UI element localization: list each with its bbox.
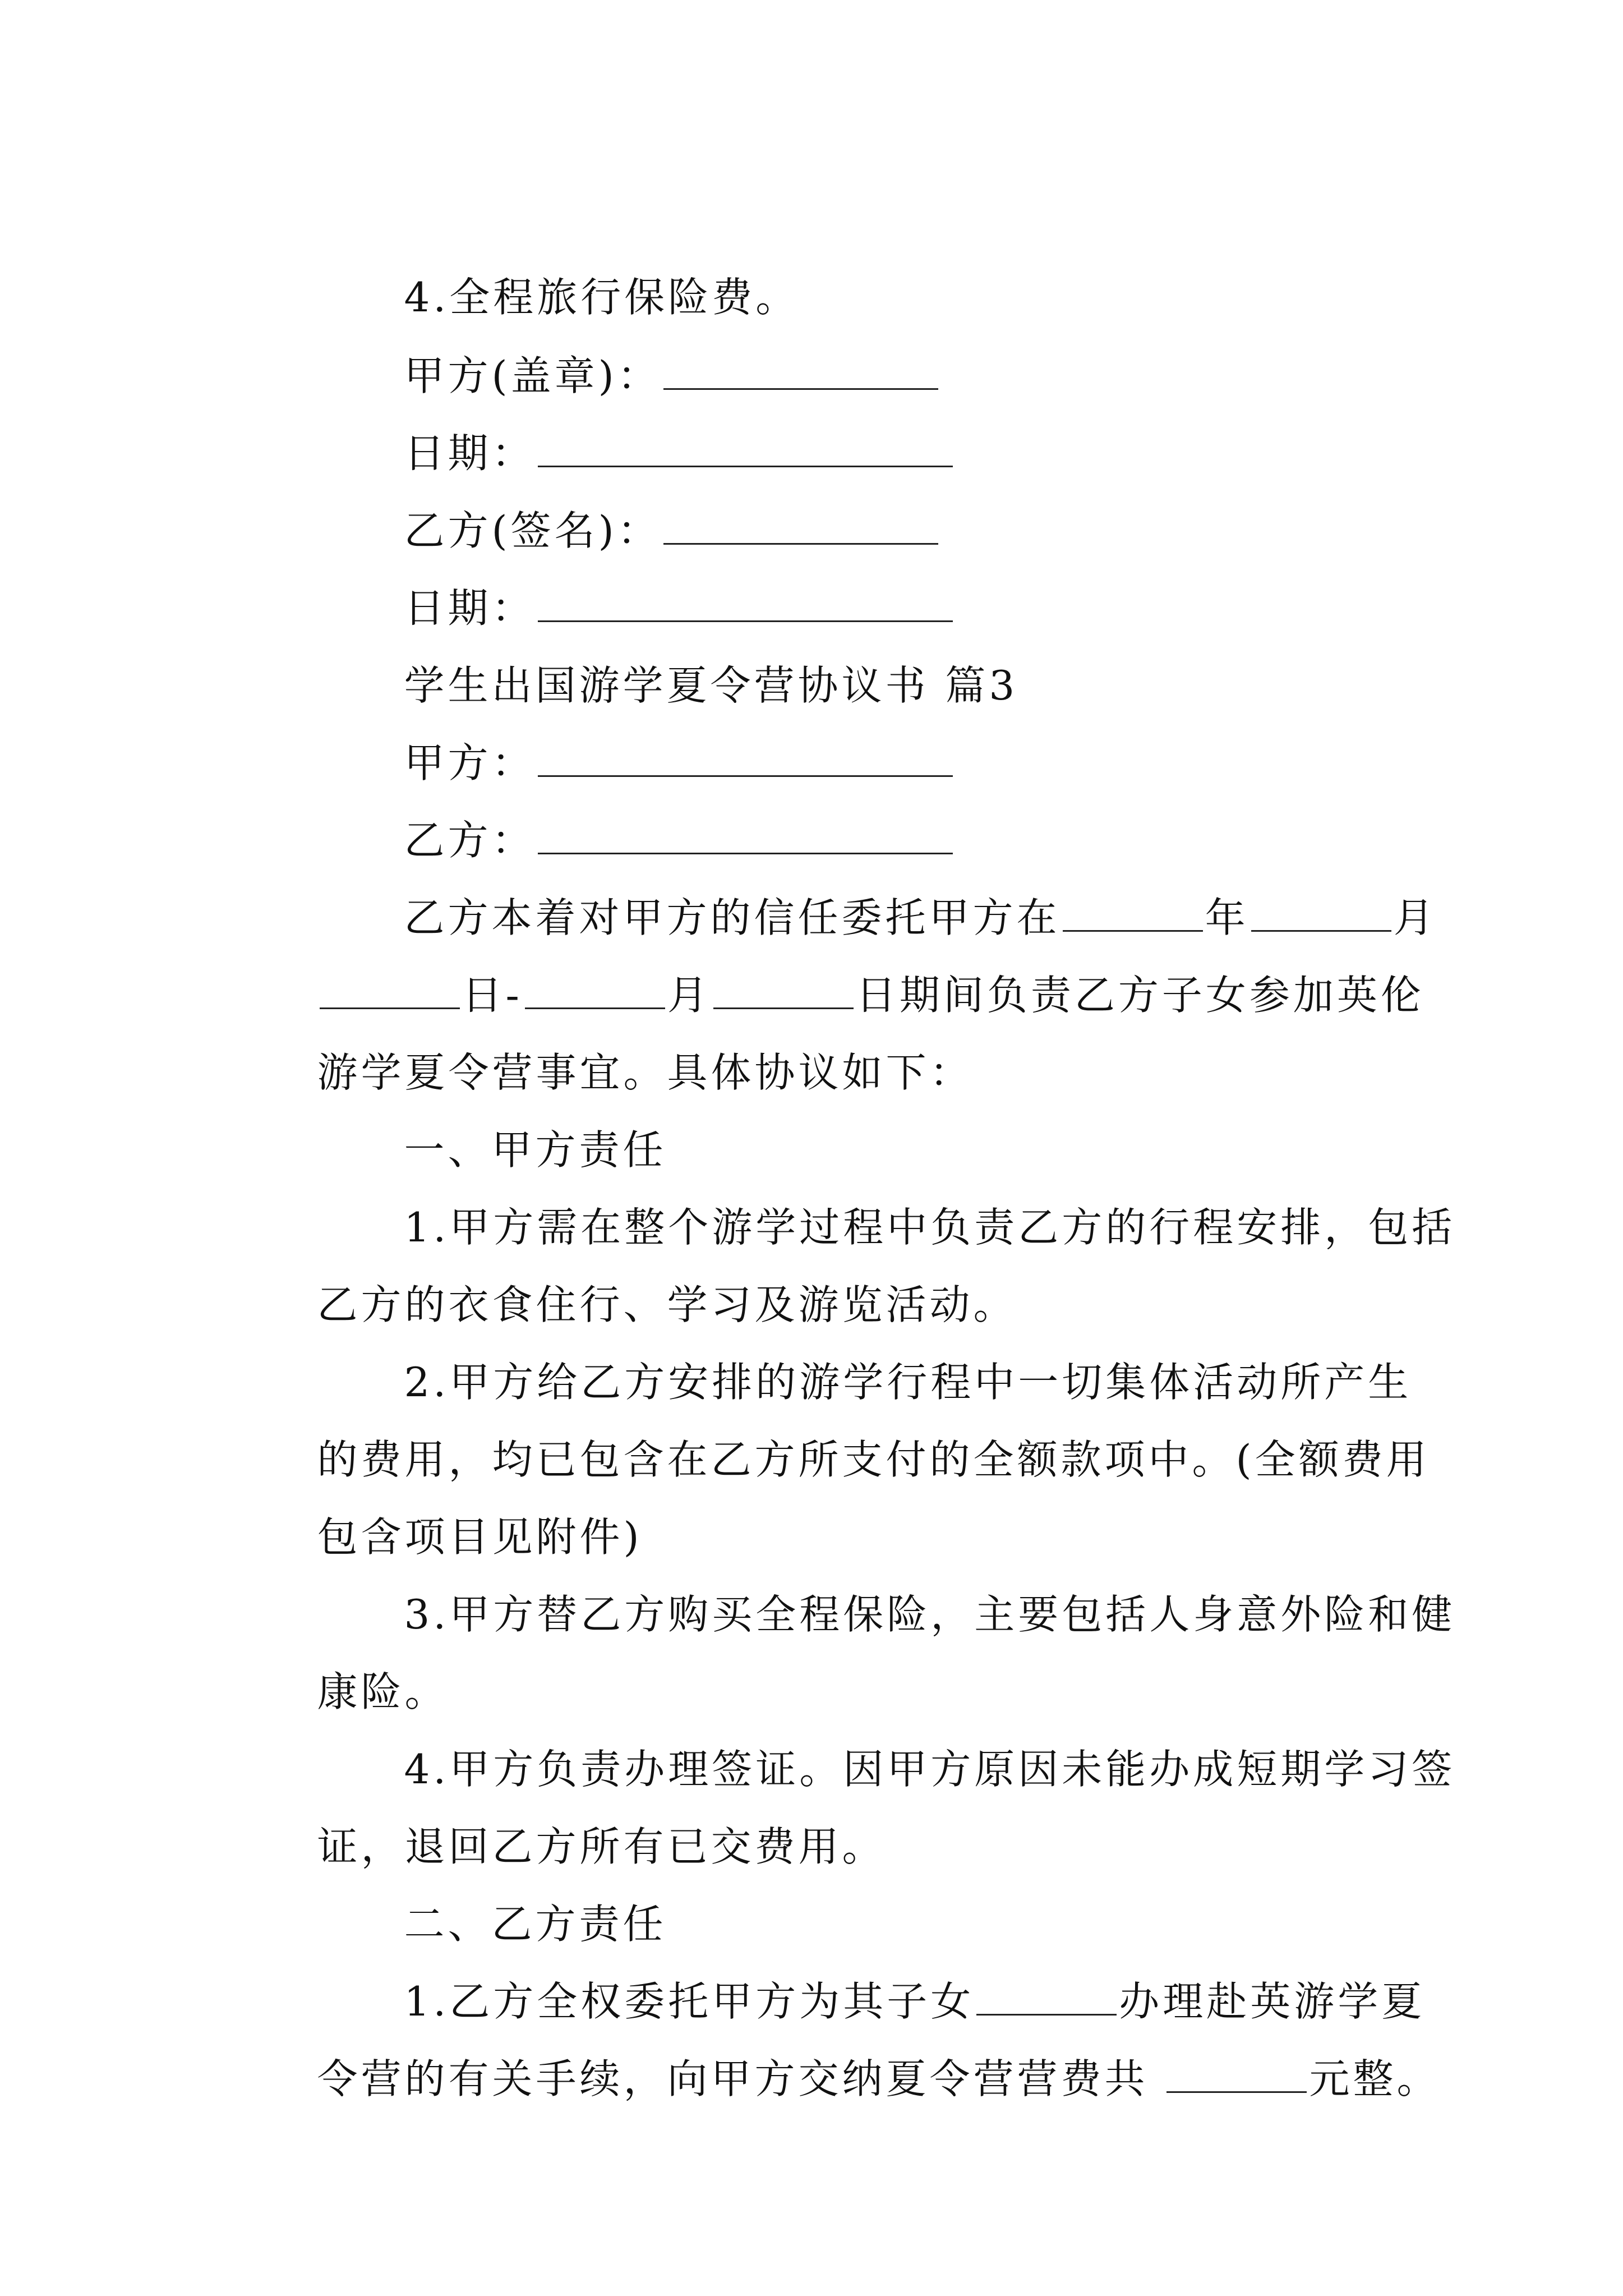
clause-a2-text-1: 2.甲方给乙方安排的游学行程中一切集体活动所产生 (404, 1359, 1412, 1406)
clause-a1-text-2: 乙方的衣食住行、学习及游览活动。 (317, 1281, 1017, 1328)
party-a-seal-label: 甲方(盖章)： (404, 352, 661, 399)
year-text: 年 (1205, 894, 1249, 941)
section-title-text: 学生出国游学夏令营协议书 篇3 (404, 662, 1018, 709)
clause-a3-text-1: 3.甲方替乙方购买全程保险，主要包括人身意外险和健 (404, 1591, 1456, 1638)
clause-b1-part4: 元整。 (1309, 2055, 1441, 2102)
month-text-1: 月 (1393, 894, 1437, 941)
month-text-2: 月 (667, 972, 711, 1019)
fee-amount-blank[interactable] (1166, 2054, 1307, 2093)
date-label-2: 日期： (404, 585, 536, 632)
intro-part2: 日期间负责乙方子女参加英伦 (855, 972, 1424, 1019)
party-b-label: 乙方： (404, 817, 536, 864)
clause-b1-line-2 (252, 1995, 1440, 2163)
clause-a4-text-2: 证，退回乙方所有已交费用。 (317, 1823, 886, 1870)
clause-a3-text-2: 康险。 (317, 1668, 449, 1715)
clause-b1-part3: 令营的有关手续，向甲方交纳夏令营营费共 (317, 2055, 1165, 2102)
party-a-label: 甲方： (404, 739, 536, 786)
party-b-sign-label: 乙方(签名)： (404, 507, 661, 554)
intro-part3: 游学夏令营事宜。具体协议如下： (317, 1049, 974, 1096)
clause-a4-text-1: 4.甲方负责办理签证。因甲方原因未能办成短期学习签 (404, 1746, 1456, 1793)
clause-a2-text-2: 的费用，均已包含在乙方所支付的全额款项中。(全额费用 (317, 1436, 1430, 1483)
intro-part1: 乙方本着对甲方的信任委托甲方在 (404, 894, 1061, 941)
date-label-1: 日期： (404, 430, 536, 477)
fee-item-4-text: 4.全程旅行保险费。 (404, 274, 800, 321)
heading-party-b-text: 二、乙方责任 (404, 1901, 667, 1948)
clause-a1-text-1: 1.甲方需在整个游学过程中负责乙方的行程安排，包括 (404, 1204, 1456, 1251)
clause-b1-part1: 1.乙方全权委托甲方为其子女 (404, 1978, 975, 2025)
day-dash-text: 日- (462, 972, 523, 1019)
heading-party-a-text: 一、甲方责任 (404, 1126, 667, 1174)
clause-a3-line-1 (339, 1530, 1455, 1699)
clause-b1-part2: 办理赴英游学夏 (1119, 1978, 1426, 2025)
clause-a2-text-3: 包含项目见附件) (317, 1513, 643, 1561)
